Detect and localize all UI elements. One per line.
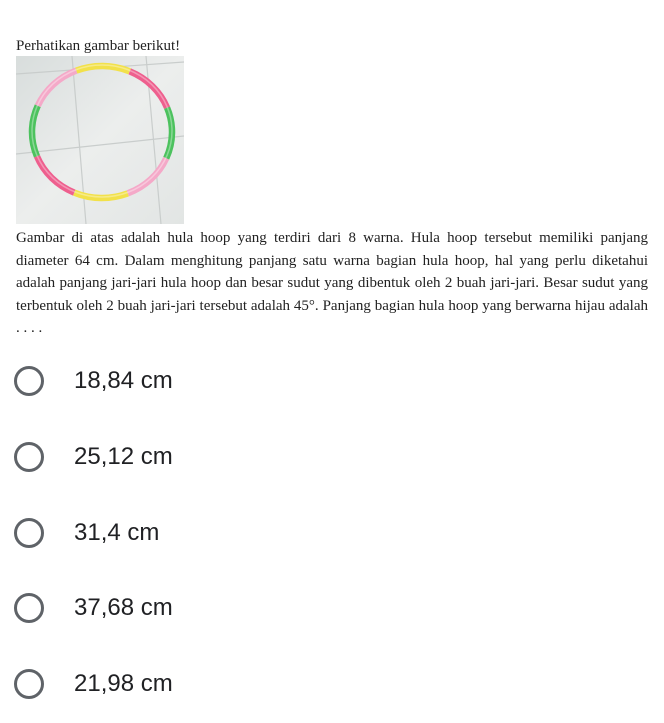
option-e[interactable] (14, 664, 173, 704)
option-label: 25,12 cm (74, 443, 173, 470)
radio-circle-icon[interactable] (14, 593, 44, 623)
radio-circle-icon[interactable] (14, 442, 44, 472)
option-c[interactable] (14, 513, 159, 553)
option-d[interactable] (14, 588, 173, 628)
option-label: 37,68 cm (74, 594, 173, 621)
radio-circle-icon[interactable] (14, 366, 44, 396)
question-intro: Perhatikan gambar berikut! (16, 38, 181, 54)
option-label: 18,84 cm (74, 367, 173, 394)
radio-circle-icon[interactable] (14, 518, 44, 548)
option-b[interactable] (14, 437, 173, 477)
question-text: Gambar di atas adalah hula hoop yang terdiri dari 8 warna. Hula hoop tersebut memiliki panjang diameter 64 cm. Dalam menghitung panjang satu warna bagian hula hoop, hal yang perlu diketahui adalah panjang jari-jari hula hoop dan besar sudut yang dibentuk oleh 2 buah jari-jari. Besar sudut yang terbentuk oleh 2 buah jari-jari tersebut adalah 45°. Panjang bagian hula hoop yang berwarna hijau adalah . . . . (16, 230, 648, 337)
option-label: 31,4 cm (74, 519, 160, 546)
hula-hoop-photo (16, 56, 184, 224)
option-a[interactable] (14, 361, 173, 401)
option-label: 21,98 cm (74, 670, 173, 697)
radio-circle-icon[interactable] (14, 669, 44, 699)
hula-hoop-illustration (16, 56, 184, 224)
